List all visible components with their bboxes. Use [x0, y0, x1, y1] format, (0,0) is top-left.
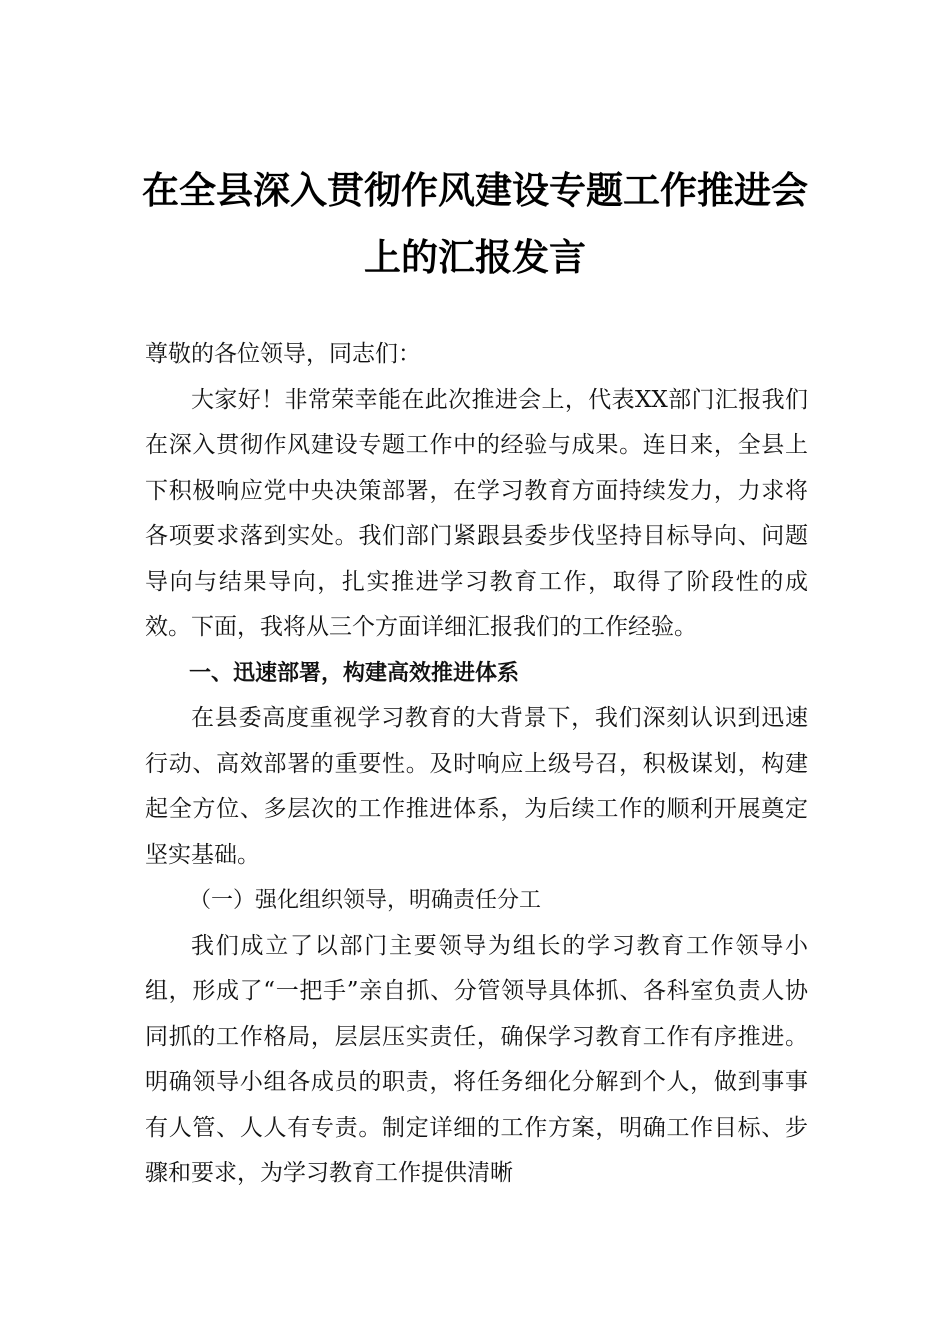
- document-body: [145, 332, 808, 1197]
- subsection-1-paragraph: 我们成立了以部门主要领导为组长的学习教育工作领导小组，形成了“一把手”亲自抓、分管领导具体抓、各科室负责人协同抓的工作格局，层层压实责任，确保学习教育工作有序推进。明确领导小组各成员的职责，将任务细化分解到个人，做到事事有人管、人人有专责。制定详细的工作方案，明确工作目标、步骤和要求，为学习教育工作提供清晰: [145, 932, 808, 1186]
- section-1-paragraph: 在县委高度重视学习教育的大背景下，我们深刻认识到迅速行动、高效部署的重要性。及时响应上级号召，积极谋划，构建起全方位、多层次的工作推进体系，为后续工作的顺利开展奠定坚实基础。: [145, 705, 808, 868]
- salutation: 尊敬的各位领导，同志们：: [145, 341, 421, 367]
- section-heading-1: 一、迅速部署，构建高效推进体系: [189, 660, 520, 686]
- intro-paragraph: 大家好！非常荣幸能在此次推进会上，代表XX部门汇报我们在深入贯彻作风建设专题工作中的经验与成果。连日来，全县上下积极响应党中央决策部署，在学习教育方面持续发力，力求将各项要求落到实处。我们部门紧跟县委步伐坚持目标导向、问题导向与结果导向，扎实推进学习教育工作，取得了阶段性的成效。下面，我将从三个方面详细汇报我们的工作经验。: [145, 386, 808, 640]
- document-title-line-2: 上的汇报发言: [364, 236, 586, 279]
- document-title-line-1: 在全县深入贯彻作风建设专题工作推进会: [142, 169, 808, 212]
- subsection-heading-1: （一）强化组织领导，明确责任分工: [189, 888, 542, 913]
